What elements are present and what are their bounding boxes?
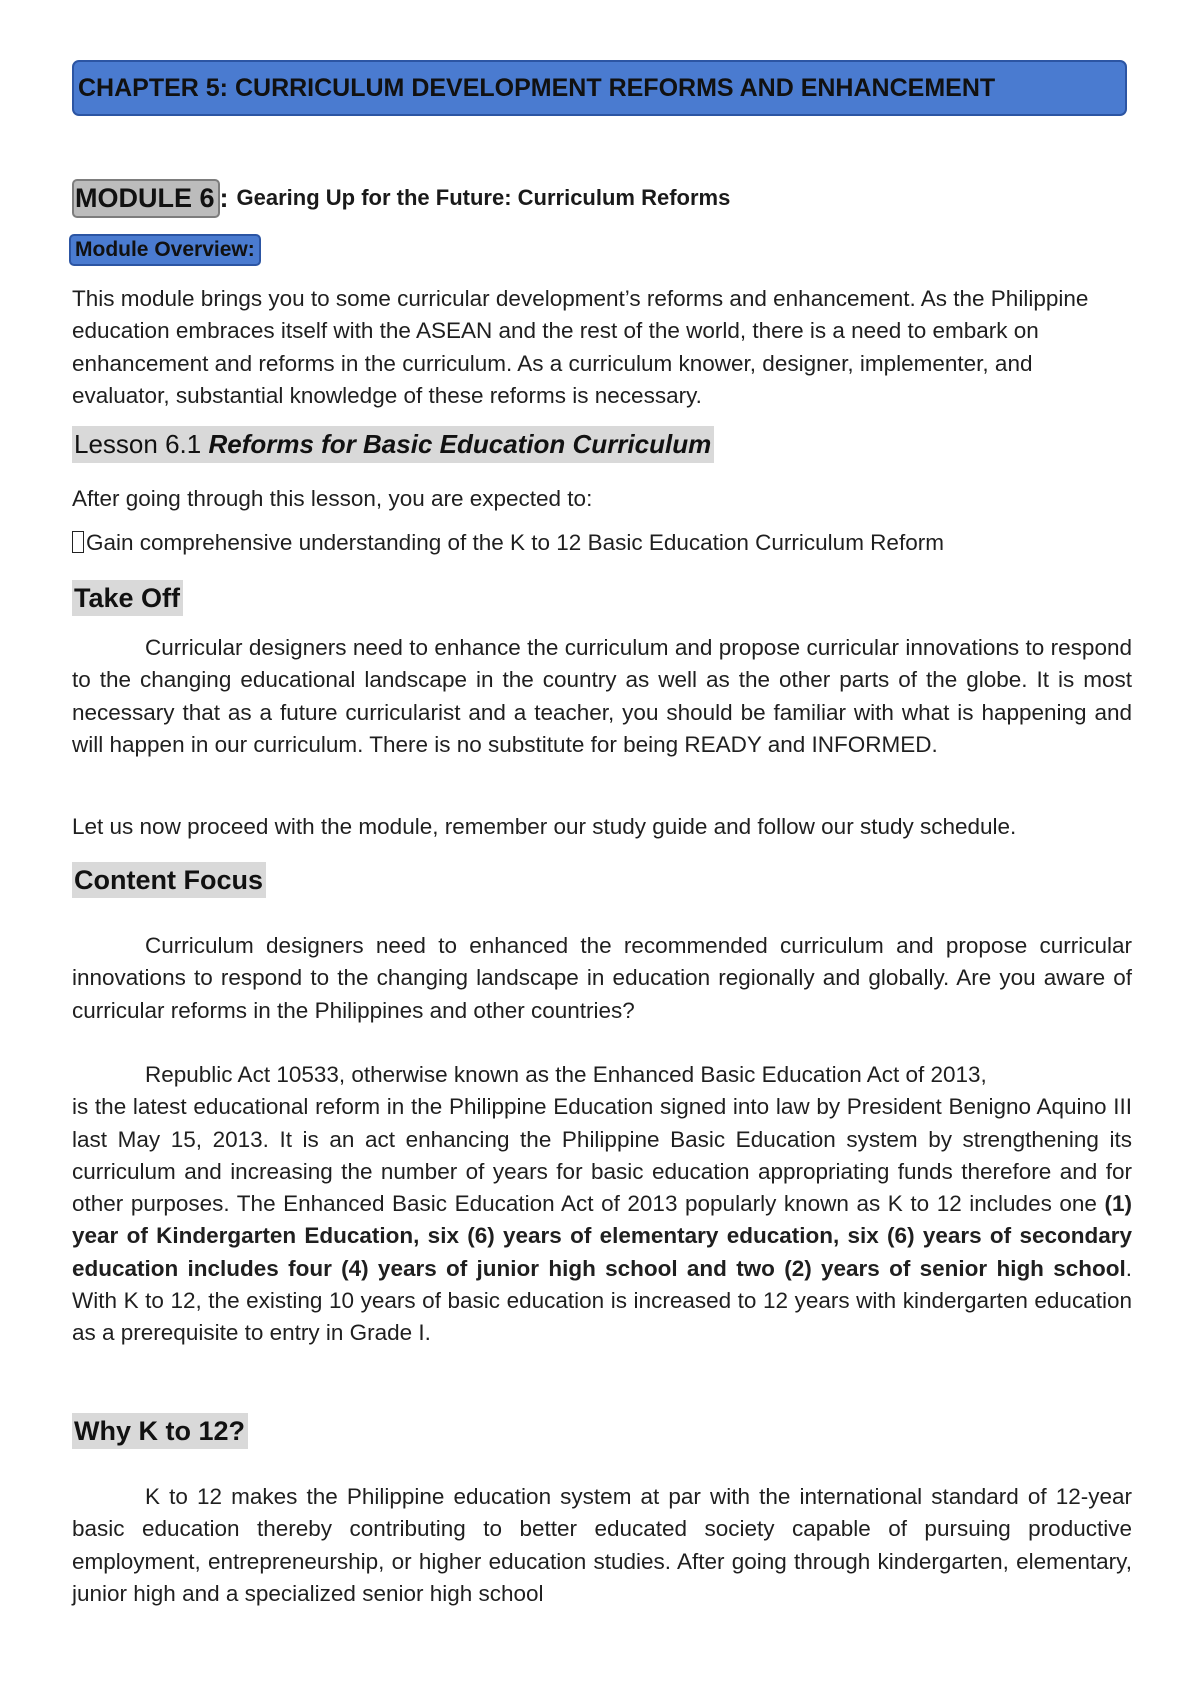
module-tag: MODULE 6 [72,179,220,218]
lesson-objective [72,527,944,559]
lesson-intro: After going through this lesson, you are expected to: [72,486,593,511]
lesson-heading [72,426,714,463]
why-k12-text: K to 12 makes the Philippine education system at par with the international standard of 12-year basic education thereby contributing to better educated society capable of pursuing productive employment, entrepreneurship, or higher education studies. After going through kindergarten, elementary, junior high and a specialized senior high school [72,1484,1132,1606]
module-colon: : [219,182,229,213]
take-off-heading: Take Off [72,580,183,616]
take-off-proceed: Let us now proceed with the module, remember our study guide and follow our study schedule. [72,814,1017,839]
bullet-box-icon [72,531,84,553]
module-heading [72,176,730,220]
content-focus-paragraph-1: Curriculum designers need to enhanced the recommended curriculum and propose curricular innovations to respond to the changing landscape in education regionally and globally. Are you aware of curricular reforms in the Philippines and other countries? [72,933,1132,1023]
lesson-objective-text: Gain comprehensive understanding of the K to 12 Basic Education Curriculum Reform [86,530,944,555]
content-focus-paragraph-2-bold: (1) year of Kindergarten Education, six (6) years of elementary education, six (6) years of secondary education includes four (4) years of junior high school and two (2) years of senior high school [72,1191,1132,1281]
content-focus-paragraph-2-body: is the latest educational reform in the Philippine Education signed into law by President Benigno Aquino III last May 15, 2013. It is an act enhancing the Philippine Basic Education system by strengthening its curriculum and increasing the number of years for basic education appropriating funds therefore and for other purposes. The Enhanced Basic Education Act of 2013 popularly known as K to 12 includes one [72,1094,1132,1217]
why-k12-heading: Why K to 12? [72,1413,248,1449]
content-focus-paragraph-2 [72,1059,1132,1350]
lesson-title: Reforms for Basic Education Curriculum [208,429,712,459]
take-off-text: Curricular designers need to enhance the curriculum and propose curricular innovations to respond to the changing educational landscape in the country as well as the other parts of the globe. It is most necessary that as a future curricularist and a teacher, you should be familiar with what is happening and will happen in our curriculum. There is no substitute for being READY and INFORMED. [72,635,1132,757]
lesson-number: Lesson 6.1 [74,429,202,459]
module-title: Gearing Up for the Future: Curriculum Reforms [236,185,731,210]
chapter-title: CHAPTER 5: CURRICULUM DEVELOPMENT REFORMS AND ENHANCEMENT [72,60,1127,116]
content-focus-heading: Content Focus [72,862,266,898]
module-overview-label: Module Overview: [69,234,261,266]
content-focus-paragraph-2-end: . With K to 12, the existing 10 years of basic education is increased to 12 years with kindergarten education as a prerequisite to entry in Grade I. [72,1255,1132,1346]
module-overview-text: This module brings you to some curricular development’s reforms and enhancement. As the Philippine education embraces itself with the ASEAN and the rest of the world, there is a need to embark on enhancement and reforms in the curriculum. As a curriculum knower, designer, implementer, and evaluator, substantial knowledge of these reforms is necessary. [72,286,1089,408]
content-focus-paragraph-2-first-line: Republic Act 10533, otherwise known as the Enhanced Basic Education Act of 2013, [145,1062,987,1087]
